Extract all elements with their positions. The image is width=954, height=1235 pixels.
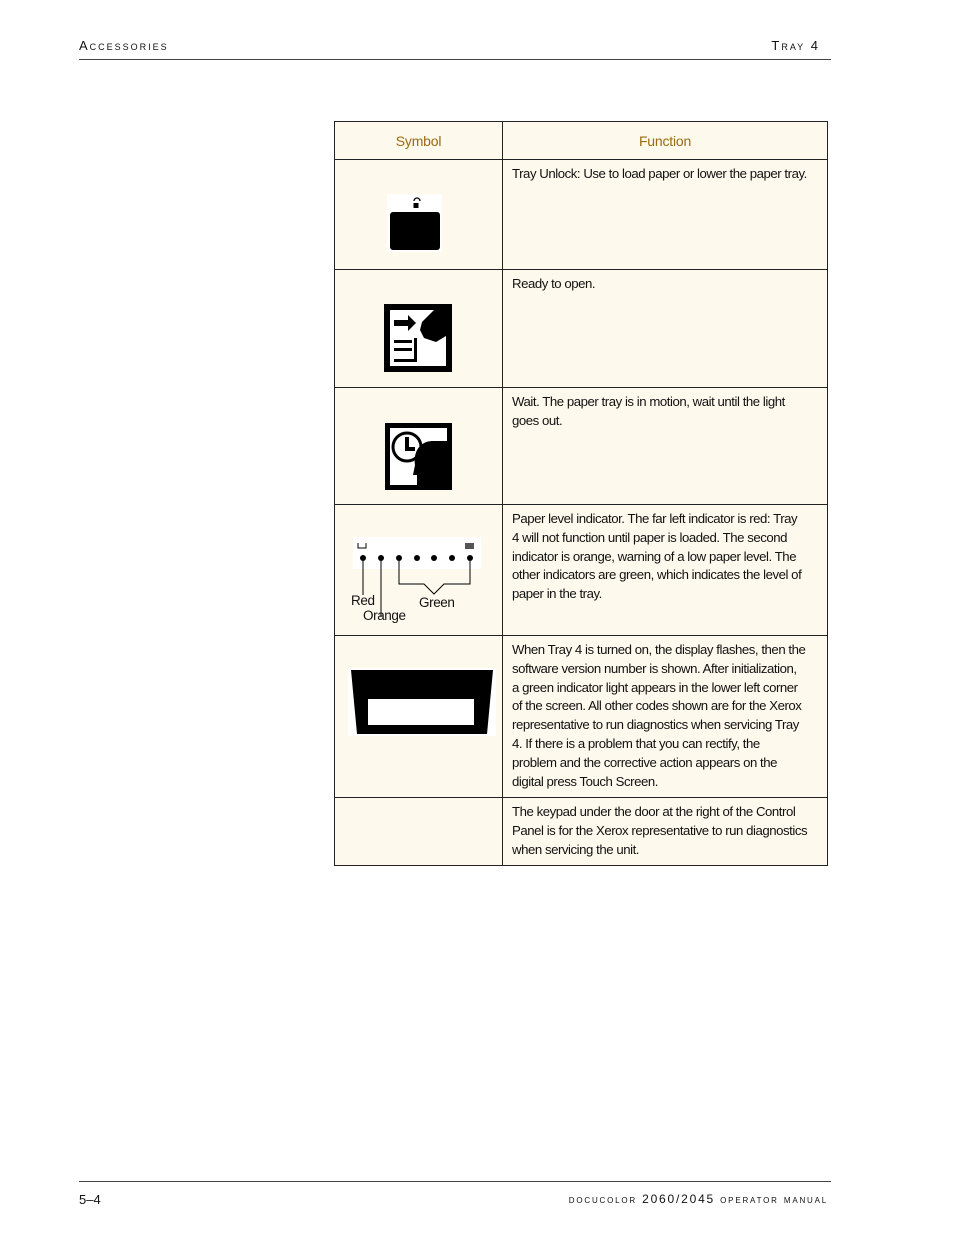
function-text: when servicing the unit.	[512, 841, 640, 857]
table-row	[335, 798, 828, 866]
function-text: Ready to open.	[512, 276, 596, 291]
table-row	[335, 388, 828, 505]
function-text: of the screen. All other codes shown are for the Xerox	[512, 698, 802, 714]
footer-title: docucolor 2060/2045 operator manual	[568, 1192, 828, 1206]
function-text: paper in the tray.	[512, 586, 602, 602]
table-row	[335, 160, 828, 270]
symbol-table	[334, 121, 828, 866]
function-text: a green indicator light appears in the lower left corner	[512, 679, 798, 695]
col-function: Function	[503, 122, 828, 160]
display-panel-icon	[335, 636, 503, 798]
page-number: 5–4	[79, 1192, 101, 1207]
header-section: Accessories	[79, 38, 169, 53]
function-text: Panel is for the Xerox representative to run diagnostics	[512, 822, 808, 838]
function-text: software version number is shown. After initialization,	[512, 660, 797, 676]
function-text: When Tray 4 is turned on, the display flashes, then the	[512, 642, 806, 657]
function-text: Tray Unlock: Use to load paper or lower the paper tray.	[512, 166, 807, 181]
function-text: digital press Touch Screen.	[512, 773, 658, 789]
header-chapter: Tray 4	[771, 38, 820, 53]
footer-rule	[79, 1181, 831, 1182]
table-row	[335, 636, 828, 798]
function-text: problem and the corrective action appears on the	[512, 754, 778, 770]
table-row	[335, 270, 828, 388]
label-red: Red	[351, 593, 375, 608]
function-text: other indicators are green, which indicates the level of	[512, 567, 802, 583]
tray-unlock-icon	[335, 160, 503, 270]
label-green: Green	[419, 595, 455, 610]
table-header-row	[335, 122, 828, 160]
header-rule	[79, 59, 831, 60]
ready-to-open-icon	[335, 270, 503, 388]
function-text: goes out.	[512, 412, 563, 428]
function-text: 4. If there is a problem that you can rectify, the	[512, 735, 760, 751]
function-text: indicator is orange, warning of a low paper level. The	[512, 548, 797, 564]
wait-clock-icon	[335, 388, 503, 505]
function-text: representative to run diagnostics when servicing Tray	[512, 717, 799, 733]
function-text: 4 will not function until paper is loaded. The second	[512, 529, 788, 545]
empty-symbol-cell	[335, 798, 503, 866]
col-symbol: Symbol	[335, 122, 503, 160]
paper-level-indicator	[335, 505, 503, 636]
function-text: Wait. The paper tray is in motion, wait until the light	[512, 394, 785, 409]
function-text: Paper level indicator. The far left indicator is red: Tray	[512, 511, 798, 526]
table-row	[335, 505, 828, 636]
label-orange: Orange	[363, 608, 406, 623]
function-text: The keypad under the door at the right of the Control	[512, 804, 796, 819]
